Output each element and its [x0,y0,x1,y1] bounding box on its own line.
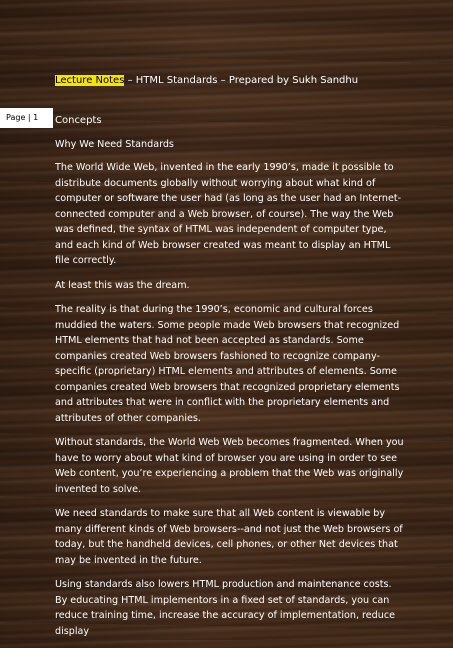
subsection-title: Why We Need Standards [55,139,174,150]
paragraph-6: Using standards also lowers HTML production and maintenance costs. By educating HTML implementors in a fixed set of standards, you can reduce training time, increase the accuracy of implementation, reduce display [55,579,396,637]
paragraph-1: The World Wide Web, invented in the early 1990’s, made it possible to distribute documents globally without worrying about what kind of computer or software the user had (as long as the user had an Internet-connected computer and a Web browser, of course). The way the Web was defined, the syntax of HTML was independent of computer type, and each kind of Web browser created was meant to display an HTML file correctly. [55,162,402,266]
paragraph-4: Without standards, the World Web Web becomes fragmented. When you have to worry about what kind of browser you are using in order to see Web content, you’re experiencing a problem that the Web was originally invented to solve. [55,437,404,495]
header-title: – HTML Standards – Prepared by Sukh Sandhu [124,75,359,86]
document-body [55,114,405,648]
paragraph-3: The reality is that during the 1990’s, economic and cultural forces muddied the waters. Some people made Web browsers that recognized HTML elements that had not been accepted as standards. Some companies created Web browsers fashioned to recognize company-specific (proprietary) HTML elements and attributes of elements. Some companies created Web browsers that recognized proprietary elements and attributes that were in conflict with the proprietary elements and attributes of other companies. [55,304,400,424]
page-number-label: Page | 1 [0,108,53,128]
paragraph-2: At least this was the dream. [55,279,190,291]
header-highlight: Lecture Notes [55,75,125,86]
document-header [55,74,358,87]
section-title: Concepts [55,115,102,126]
paragraph-5: We need standards to make sure that all Web content is viewable by many different kinds of Web browsers--and not just the Web browsers of today, but the handheld devices, cell phones, or other Net devices that may be invented in the future. [55,508,403,566]
